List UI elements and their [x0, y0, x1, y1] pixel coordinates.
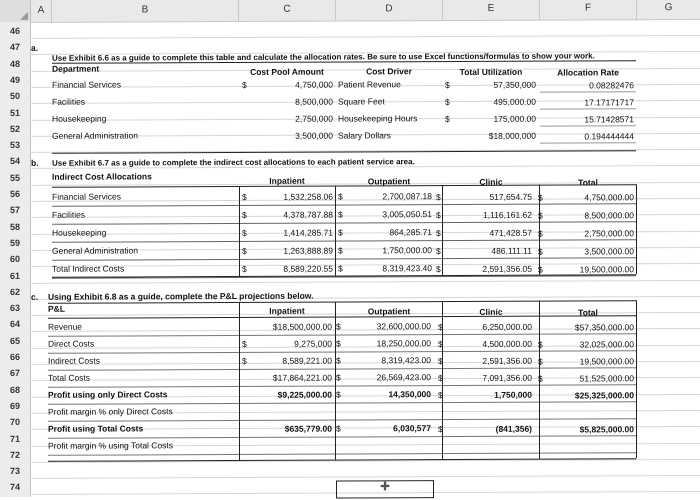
row-number[interactable]: 47 [0, 42, 30, 52]
part-c-clinic-value: 4,500,000.00 [448, 339, 532, 350]
part-c-outpatient-value: 14,350,000 [345, 389, 431, 400]
part-b-currency-symbol: $ [242, 210, 247, 221]
part-a-header-cost-driver: Cost Driver [336, 66, 442, 77]
part-c-currency-symbol: $ [336, 390, 341, 401]
part-c-currency-symbol: $ [242, 356, 247, 367]
part-b-currency-symbol: $ [436, 210, 441, 221]
part-b-currency-symbol: $ [242, 228, 247, 239]
part-b-total-value: 3,500,000.00 [548, 246, 634, 257]
row-number[interactable]: 51 [0, 107, 30, 117]
row-number[interactable]: 67 [0, 368, 30, 378]
part-b-outpatient-value: 8,319,423.40 [350, 263, 432, 274]
part-c-row-label: Direct Costs [48, 339, 94, 350]
row-number[interactable]: 52 [0, 124, 30, 134]
part-b-inpatient-value: 4,378,787.88 [255, 210, 333, 221]
part-c-header-inpatient: Inpatient [239, 306, 335, 317]
row-number[interactable]: 66 [0, 352, 30, 362]
row-number[interactable]: 73 [0, 466, 30, 476]
part-a-department-label: General Administration [52, 130, 138, 141]
row-gridline [30, 475, 700, 479]
part-b-currency-symbol: $ [436, 228, 441, 239]
part-c-row-label: Profit using only Direct Costs [48, 389, 168, 401]
part-b-outpatient-value: 3,005,050.51 [350, 209, 432, 220]
part-a-allocation-rate: 17.17171717 [545, 97, 634, 108]
plus-cross-cursor-icon: ✚ [380, 479, 390, 493]
part-b-currency-symbol: $ [538, 229, 543, 240]
part-a-currency-symbol: $ [242, 80, 247, 91]
row-number[interactable]: 53 [0, 140, 30, 150]
row-gridline [30, 279, 700, 283]
part-c-currency-symbol: $ [336, 373, 341, 384]
part-a-total-utilization: $18,000,000 [455, 131, 536, 142]
part-a-row-border [540, 91, 636, 92]
part-c-marker: c. [31, 292, 38, 303]
part-b-row-border [52, 221, 636, 225]
part-b-column-border [239, 186, 240, 276]
part-b-outpatient-value: 864,285.71 [350, 227, 432, 238]
part-b-header-clinic: Clinic [443, 177, 539, 188]
part-b-header-total: Total [540, 177, 636, 188]
part-a-marker: a. [31, 43, 38, 54]
part-b-currency-symbol: $ [436, 246, 441, 257]
part-b-currency-symbol: $ [242, 246, 247, 257]
part-c-header-outpatient: Outpatient [336, 306, 442, 317]
part-c-row-border [48, 384, 636, 388]
part-a-cost-driver: Patient Revenue [338, 79, 401, 90]
part-c-instruction: Using Exhibit 6.8 as a guide, complete the P&L projections below. [48, 291, 313, 303]
part-b-inpatient-value: 1,414,285.71 [255, 228, 333, 239]
part-b-currency-symbol: $ [338, 192, 343, 203]
part-c-currency-symbol: $ [538, 340, 543, 351]
part-c-total-value: 32,025,000.00 [548, 339, 634, 350]
row-number[interactable]: 64 [0, 319, 30, 329]
part-b-clinic-value: 471,428.57 [450, 228, 532, 239]
part-b-row-label: Facilities [52, 210, 85, 221]
part-c-currency-symbol: $ [438, 390, 443, 401]
part-b-column-border [335, 186, 336, 276]
part-c-row-label: Indirect Costs [48, 356, 100, 367]
part-b-currency-symbol: $ [338, 228, 343, 239]
column-header-f[interactable]: F [540, 0, 637, 20]
part-a-cost-driver: Housekeeping Hours [338, 113, 417, 124]
part-b-column-border [539, 185, 540, 275]
part-a-department-label: Facilities [52, 97, 85, 108]
part-c-row-border [48, 401, 636, 405]
row-number[interactable]: 71 [0, 433, 30, 443]
part-a-header-department: Department [52, 64, 99, 75]
part-c-currency-symbol: $ [438, 322, 443, 333]
row-number[interactable]: 58 [0, 221, 30, 231]
part-c-title: P&L [48, 304, 65, 315]
part-c-outpatient-value: 8,319,423.00 [345, 355, 431, 366]
part-a-allocation-rate: 15.71428571 [545, 114, 634, 125]
part-a-header-allocation-rate: Allocation Rate [540, 67, 636, 78]
part-b-column-border [636, 184, 637, 274]
part-b-clinic-value: 517,654.75 [450, 192, 532, 203]
part-c-row-border [48, 333, 636, 337]
part-b-outpatient-value: 1,750,000.00 [350, 245, 432, 256]
part-b-currency-symbol: $ [436, 264, 441, 275]
part-c-column-border [239, 302, 240, 460]
part-a-total-utilization: 57,350,000 [455, 80, 536, 91]
part-b-currency-symbol: $ [538, 265, 543, 276]
part-b-instruction: Use Exhibit 6.7 as a guide to complete the indirect cost allocations to each patient service area. [52, 156, 415, 169]
row-number[interactable]: 46 [0, 26, 30, 36]
part-b-currency-symbol: $ [538, 211, 543, 222]
row-number[interactable]: 54 [0, 156, 30, 166]
row-number[interactable]: 69 [0, 401, 30, 411]
row-number[interactable]: 72 [0, 450, 30, 460]
part-a-currency-symbol: $ [445, 80, 450, 91]
part-b-header-outpatient: Outpatient [336, 176, 442, 187]
part-b-clinic-value: 486,111.11 [450, 246, 532, 257]
column-header-g[interactable]: G [637, 0, 700, 19]
part-c-row-border [48, 418, 636, 422]
part-c-clinic-value: (841,356) [448, 424, 532, 435]
part-c-clinic-value: 6,250,000.00 [448, 322, 532, 333]
part-b-total-value: 2,750,000.00 [548, 228, 634, 239]
part-b-row-border [52, 203, 636, 207]
part-a-cost-pool-amount: 3,500,000 [255, 131, 333, 142]
part-a-cost-driver: Square Feet [338, 96, 385, 107]
part-b-title: Indirect Cost Allocations [52, 171, 152, 182]
part-c-row-label: Total Costs [48, 373, 90, 384]
part-c-currency-symbol: $ [438, 424, 443, 435]
part-c-currency-symbol: $ [438, 373, 443, 384]
row-number[interactable]: 61 [0, 270, 30, 280]
part-c-currency-symbol: $ [438, 339, 443, 350]
part-b-currency-symbol: $ [538, 193, 543, 204]
part-b-currency-symbol: $ [338, 210, 343, 221]
part-b-total-value: 4,750,000.00 [548, 192, 634, 203]
row-number[interactable]: 55 [0, 173, 30, 183]
column-header-d[interactable]: D [336, 0, 443, 21]
part-a-row-border [540, 108, 636, 109]
row-number[interactable]: 49 [0, 75, 30, 85]
part-b-currency-symbol: $ [242, 192, 247, 203]
part-c-row-border [48, 350, 636, 354]
part-b-row-label: Total Indirect Costs [52, 263, 124, 274]
part-c-currency-symbol: $ [336, 424, 341, 435]
part-c-total-value: $5,825,000.00 [548, 424, 634, 435]
part-c-column-border [442, 301, 443, 459]
row-number[interactable]: 68 [0, 384, 30, 394]
part-c-outpatient-value: 26,569,423.00 [345, 372, 431, 383]
row-number[interactable]: 70 [0, 417, 30, 427]
part-c-currency-symbol: $ [242, 339, 247, 350]
part-c-currency-symbol: $ [336, 356, 341, 367]
column-header-a[interactable]: A [31, 0, 52, 22]
part-c-row-label: Profit margin % only Direct Costs [48, 406, 173, 418]
part-c-currency-symbol: $ [336, 339, 341, 350]
part-c-column-border [335, 302, 336, 460]
part-b-inpatient-value: 1,532,258.06 [255, 192, 333, 203]
part-c-inpatient-value: $9,225,000.00 [252, 390, 332, 401]
column-header-e[interactable]: E [443, 0, 540, 20]
part-c-clinic-value: 1,750,000 [448, 390, 532, 401]
part-b-inpatient-value: 1,263,888.89 [255, 246, 333, 257]
part-c-currency-symbol: $ [336, 322, 341, 333]
part-a-allocation-rate: 0.08282476 [545, 80, 634, 91]
part-b-header-inpatient: Inpatient [239, 176, 335, 187]
row-number[interactable]: 63 [0, 303, 30, 313]
part-c-header-clinic: Clinic [443, 307, 539, 318]
part-a-department-label: Financial Services [52, 79, 121, 90]
part-b-row-label: Financial Services [52, 191, 121, 202]
part-b-total-value: 19,500,000.00 [548, 264, 634, 275]
part-b-currency-symbol: $ [242, 264, 247, 275]
column-header-bar [0, 0, 700, 23]
part-c-row-label: Profit margin % using Total Costs [48, 440, 173, 452]
row-number[interactable]: 60 [0, 254, 30, 264]
part-c-row-border [48, 452, 636, 456]
part-b-clinic-value: 2,591,356.05 [450, 264, 532, 275]
column-header-c[interactable]: C [239, 0, 336, 21]
part-c-total-value: $57,350,000.00 [548, 322, 634, 333]
part-c-inpatient-value: 8,589,221.00 [252, 356, 332, 367]
part-c-row-border [48, 367, 636, 371]
part-a-cost-pool-amount: 8,500,000 [255, 97, 333, 108]
part-a-instruction: Use Exhibit 6.6 as a guide to complete this table and calculate the allocation rates. Be sure to use Excel functions/formulas to show your work. [52, 50, 595, 63]
part-a-currency-symbol: $ [445, 97, 450, 108]
column-header-b[interactable]: B [52, 0, 239, 22]
part-c-currency-symbol: $ [438, 356, 443, 367]
part-a-header-cost-pool: Cost Pool Amount [239, 67, 335, 78]
part-b-marker: b. [31, 158, 39, 169]
part-b-total-value: 8,500,000.00 [548, 210, 634, 221]
part-c-inpatient-value: $18,500,000.00 [252, 322, 332, 333]
part-a-total-utilization: 175,000.00 [455, 114, 536, 125]
row-number[interactable]: 65 [0, 336, 30, 346]
part-c-inpatient-value: 9,275,000 [252, 339, 332, 350]
part-a-cost-driver: Salary Dollars [338, 130, 391, 141]
row-number[interactable]: 56 [0, 189, 30, 199]
row-number[interactable]: 57 [0, 205, 30, 215]
select-all-corner[interactable] [0, 0, 31, 22]
part-a-row-border [540, 125, 636, 126]
part-c-inpatient-value: $635,779.00 [252, 424, 332, 435]
part-c-outpatient-value: 6,030,577 [345, 423, 431, 434]
part-b-column-border [442, 185, 443, 275]
part-b-outpatient-value: 2,700,087.18 [350, 191, 432, 202]
part-b-inpatient-value: 8,589,220.55 [255, 264, 333, 275]
part-c-currency-symbol: $ [538, 357, 543, 368]
part-a-currency-symbol: $ [445, 114, 450, 125]
part-a-cost-pool-amount: 2,750,000 [255, 114, 333, 125]
part-b-currency-symbol: $ [538, 247, 543, 258]
part-c-currency-symbol: $ [538, 374, 543, 385]
part-c-row-label: Revenue [48, 322, 82, 333]
part-a-department-label: Housekeeping [52, 114, 106, 125]
part-b-row-border [52, 257, 636, 261]
part-b-clinic-value: 1,116,161.62 [450, 210, 532, 221]
part-c-row-label: Profit using Total Costs [48, 423, 143, 434]
row-number[interactable]: 74 [0, 482, 30, 492]
row-number[interactable]: 48 [0, 58, 30, 68]
part-a-header-total-utilization: Total Utilization [443, 67, 539, 78]
row-number[interactable]: 59 [0, 238, 30, 248]
part-c-outpatient-value: 18,250,000.00 [345, 338, 431, 349]
part-c-clinic-value: 2,591,356.00 [448, 356, 532, 367]
part-c-column-border [539, 301, 540, 459]
part-b-row-border [52, 239, 636, 243]
part-c-inpatient-value: $17,864,221.00 [252, 373, 332, 384]
part-b-currency-symbol: $ [338, 264, 343, 275]
part-c-header-total: Total [540, 307, 636, 318]
part-a-total-utilization: 495,000.00 [455, 97, 536, 108]
part-b-row-label: Housekeeping [52, 228, 106, 239]
row-number[interactable]: 62 [0, 287, 30, 297]
part-c-total-value: 51,525,000.00 [548, 373, 634, 384]
part-b-currency-symbol: $ [338, 246, 343, 257]
part-c-outpatient-value: 32,600,000.00 [345, 321, 431, 332]
part-b-row-label: General Administration [52, 245, 138, 256]
part-c-clinic-value: 7,091,356.00 [448, 373, 532, 384]
part-c-total-value: $25,325,000.00 [548, 390, 634, 401]
part-c-total-value: 19,500,000.00 [548, 356, 634, 367]
part-b-currency-symbol: $ [436, 192, 441, 203]
part-c-row-border [48, 435, 636, 439]
part-c-column-border [636, 300, 637, 458]
part-a-row-border [540, 142, 636, 143]
row-number[interactable]: 50 [0, 91, 30, 101]
part-a-cost-pool-amount: 4,750,000 [255, 80, 333, 91]
part-a-allocation-rate: 0.194444444 [545, 131, 634, 142]
row-gridline [30, 35, 700, 39]
